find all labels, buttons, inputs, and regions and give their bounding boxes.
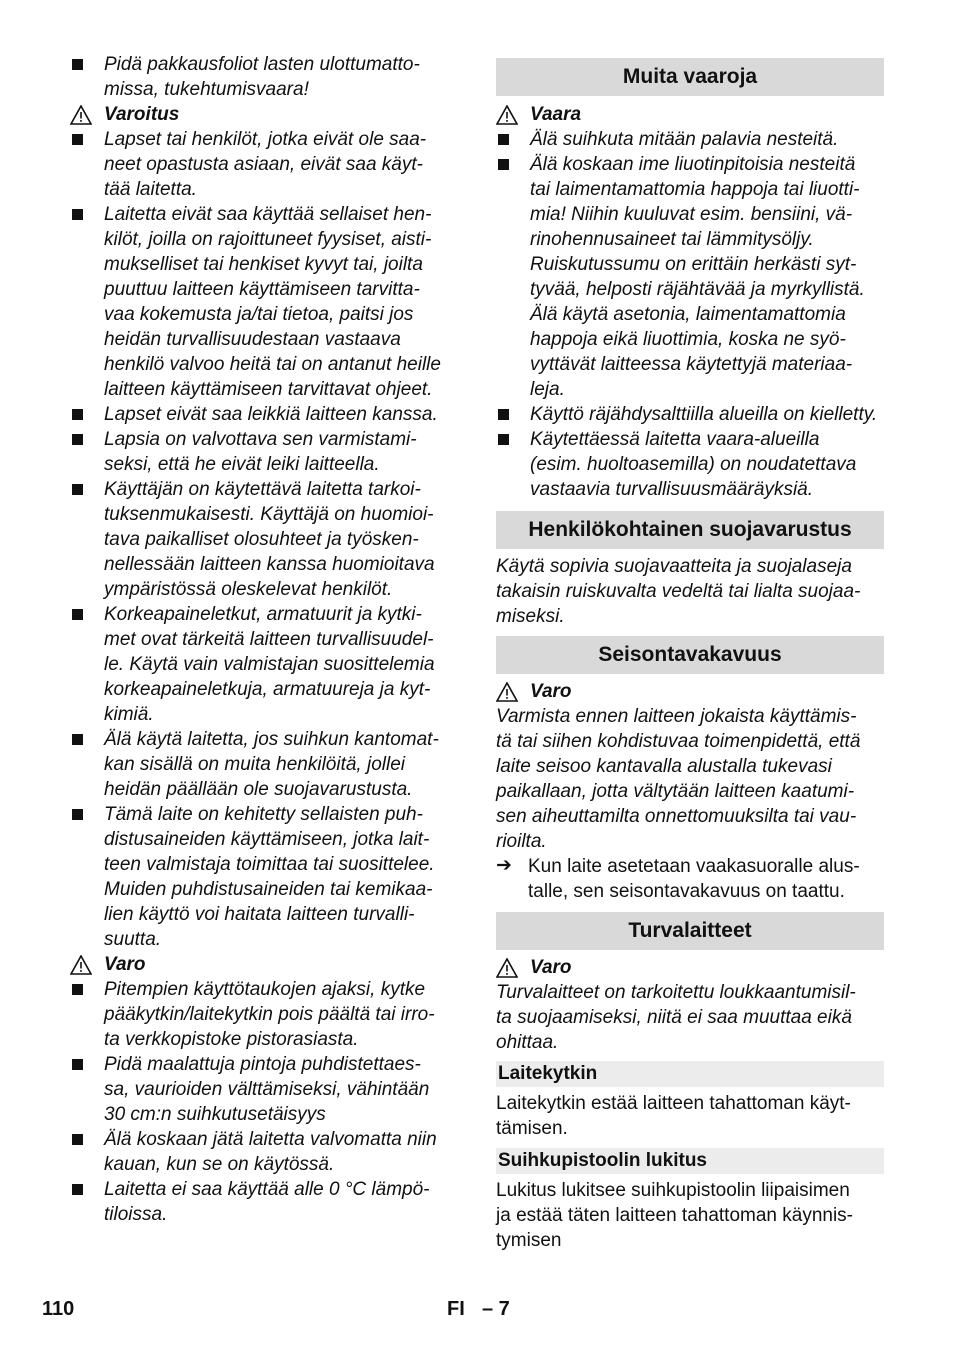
language-code: FI [447, 1298, 465, 1320]
list-item [70, 127, 462, 202]
list-item-text: Älä suihkuta mitään palavia nesteitä. [530, 129, 839, 150]
list-item [70, 427, 462, 477]
section-heading: Henkilökohtainen suojavarustus [496, 511, 884, 549]
warning-label: Varo [530, 681, 572, 702]
square-bullet-icon [72, 1059, 83, 1070]
warning-heading [70, 952, 462, 977]
list-item-text: Laitetta eivät saa käyttää sellaiset hen- kilöt, joilla on rajoittuneet fyysiset, aisti- mukselliset tai henkiset kyvyt tai, joilta puuttuu laitteen käyttämiseen tarvitta- vaa kokemusta ja/tai tietoa, paitsi jos heidän turvallisuudestaan vastaava henkilö valvoo heitä tai on antanut heille laitteen käyttämiseen tarvittavat ohjeet. [104, 204, 441, 400]
paragraph: Laitekytkin estää laitteen tahattoman käyt- tämisen. [496, 1093, 851, 1139]
square-bullet-icon [72, 984, 83, 995]
warning-label: Varo [104, 954, 146, 975]
warning-triangle-icon [496, 105, 518, 125]
list-item [70, 477, 462, 602]
square-bullet-icon [72, 1134, 83, 1145]
square-bullet-icon [72, 734, 83, 745]
square-bullet-icon [72, 434, 83, 445]
subsection-heading: Suihkupistoolin lukitus [496, 1148, 884, 1174]
list-item-text: Pidä maalattuja pintoja puhdistettaes- sa, vaurioiden välttämiseksi, vähintään 30 cm:n suihkutusetäisyys [104, 1054, 430, 1125]
arrow-right-icon: ➔ [496, 855, 512, 876]
square-bullet-icon [72, 1184, 83, 1195]
section-heading: Muita vaaroja [496, 58, 884, 96]
list-item [496, 152, 884, 402]
list-item [70, 202, 462, 402]
list-item-text: Älä koskaan jätä laitetta valvomatta niin kauan, kun se on käytössä. [104, 1129, 437, 1175]
list-item-text: Käytettäessä laitetta vaara-alueilla (esim. huoltoasemilla) on noudatettava vastaavia turvallisuusmääräyksiä. [530, 429, 857, 500]
list-item-text: Pitempien käyttötaukojen ajaksi, kytke pääkytkin/laitekytkin pois päältä tai irro- ta verkkopistoke pistorasiasta. [104, 979, 435, 1050]
warning-label: Vaara [530, 104, 582, 125]
square-bullet-icon [72, 809, 83, 820]
list-item-text: Tämä laite on kehitetty sellaisten puh- distusaineiden käyttämiseen, jotka lait- teen valmistaja toimittaa tai suosittelee. Muiden puhdistusaineiden tai kemikaa- lien käyttö voi haitata laitteen turvalli- suutta. [104, 804, 435, 950]
list-item-text: Lapset eivät saa leikkiä laitteen kanssa. [104, 404, 438, 425]
warning-triangle-icon [496, 958, 518, 978]
warning-triangle-icon [496, 682, 518, 702]
list-item [70, 1177, 462, 1227]
warning-triangle-icon [70, 105, 92, 125]
square-bullet-icon [72, 409, 83, 420]
subsection-heading: Laitekytkin [496, 1061, 884, 1087]
left-column [70, 52, 462, 1227]
paragraph: Käytä sopivia suojavaatteita ja suojalaseja takaisin ruiskuvalta vedeltä tai lialta suojaa- miseksi. [496, 556, 861, 627]
list-item [70, 52, 462, 102]
list-item [70, 977, 462, 1052]
paragraph: Varmista ennen laitteen jokaista käyttämis- tä tai siihen kohdistuvaa toimenpidettä, että laite seisoo kantavalla alustalla tukevasi paikallaan, jotta vältytään laitteen kaatumi- sen aiheuttamilta onnettomuuksilta tai vau- rioilta. [496, 706, 861, 852]
section-page-number: – 7 [482, 1298, 510, 1320]
square-bullet-icon [498, 134, 509, 145]
warning-label: Varo [530, 957, 572, 978]
list-item [70, 402, 462, 427]
list-item-text: Käyttäjän on käytettävä laitetta tarkoi- tuksenmukaisesti. Käyttäjä on huomioi- tava paikalliset olosuhteet ja työsken- nellessään laitteen kanssa huomioitava ympäristössä oleskelevat henkilöt. [104, 479, 435, 600]
list-item-text: Laitetta ei saa käyttää alle 0 °C lämpö- tiloissa. [104, 1179, 430, 1225]
section-heading: Seisontavakavuus [496, 636, 884, 674]
list-item-text: Pidä pakkausfoliot lasten ulottumatto- missa, tukehtumisvaara! [104, 54, 420, 100]
result-text: Kun laite asetetaan vaakasuoralle alus- talle, sen seisontavakavuus on taattu. [528, 856, 860, 902]
square-bullet-icon [72, 609, 83, 620]
list-item-text: Älä käytä laitetta, jos suihkun kantomat- kan sisällä on muita henkilöitä, jollei heidän päällään ole suojavarustusta. [104, 729, 439, 800]
warning-heading [496, 955, 884, 980]
list-item [496, 127, 884, 152]
list-item-text: Älä koskaan ime liuotinpitoisia nesteitä tai laimentamattomia happoja tai liuotti- mia! Niihin kuuluvat esim. bensiini, vä- rinohennusaineet tai lämmitysöljy. Ruiskutussumu on erittäin herkästi syt- tyvää, helposti räjähtävää ja myrkyllistä. Älä käytä asetonia, laimentamattomia happoja eikä liuottimia, koska ne syö- vyttävät laitteessa käytettyjä materiaa- leja. [530, 154, 865, 400]
square-bullet-icon [498, 434, 509, 445]
list-item-text: Lapset tai henkilöt, jotka eivät ole saa- neet opastusta asiaan, eivät saa käyt- tää laitetta. [104, 129, 427, 200]
list-item-text: Lapsia on valvottava sen varmistami- seksi, että he eivät leiki laitteella. [104, 429, 417, 475]
page-number: 110 [42, 1298, 75, 1320]
square-bullet-icon [72, 134, 83, 145]
list-item [70, 1052, 462, 1127]
paragraph: Lukitus lukitsee suihkupistoolin liipaisimen ja estää täten laitteen tahattoman käynnis- tymisen [496, 1180, 854, 1251]
warning-label: Varoitus [104, 104, 180, 125]
list-item [496, 427, 884, 502]
section-heading: Turvalaitteet [496, 912, 884, 950]
warning-heading [496, 102, 884, 127]
list-item-text: Korkeapaineletkut, armatuurit ja kytki- met ovat tärkeitä laitteen turvallisuudel- le. Käytä vain valmistajan suosittelemia korkeapaineletkuja, armatuureja ja kyt- kimiä. [104, 604, 435, 725]
list-item [70, 602, 462, 727]
list-item [70, 1127, 462, 1177]
warning-heading [496, 679, 884, 704]
square-bullet-icon [72, 59, 83, 70]
right-column [496, 58, 884, 1253]
list-item [496, 402, 884, 427]
paragraph: Turvalaitteet on tarkoitettu loukkaantumisil- ta suojaamiseksi, niitä ei saa muuttaa eikä ohittaa. [496, 982, 856, 1053]
list-item-text: Käyttö räjähdysalttiilla alueilla on kielletty. [530, 404, 878, 425]
square-bullet-icon [72, 209, 83, 220]
warning-heading [70, 102, 462, 127]
square-bullet-icon [72, 484, 83, 495]
square-bullet-icon [498, 159, 509, 170]
list-item [70, 727, 462, 802]
result-item [496, 854, 884, 904]
list-item [70, 802, 462, 952]
square-bullet-icon [498, 409, 509, 420]
warning-triangle-icon [70, 955, 92, 975]
